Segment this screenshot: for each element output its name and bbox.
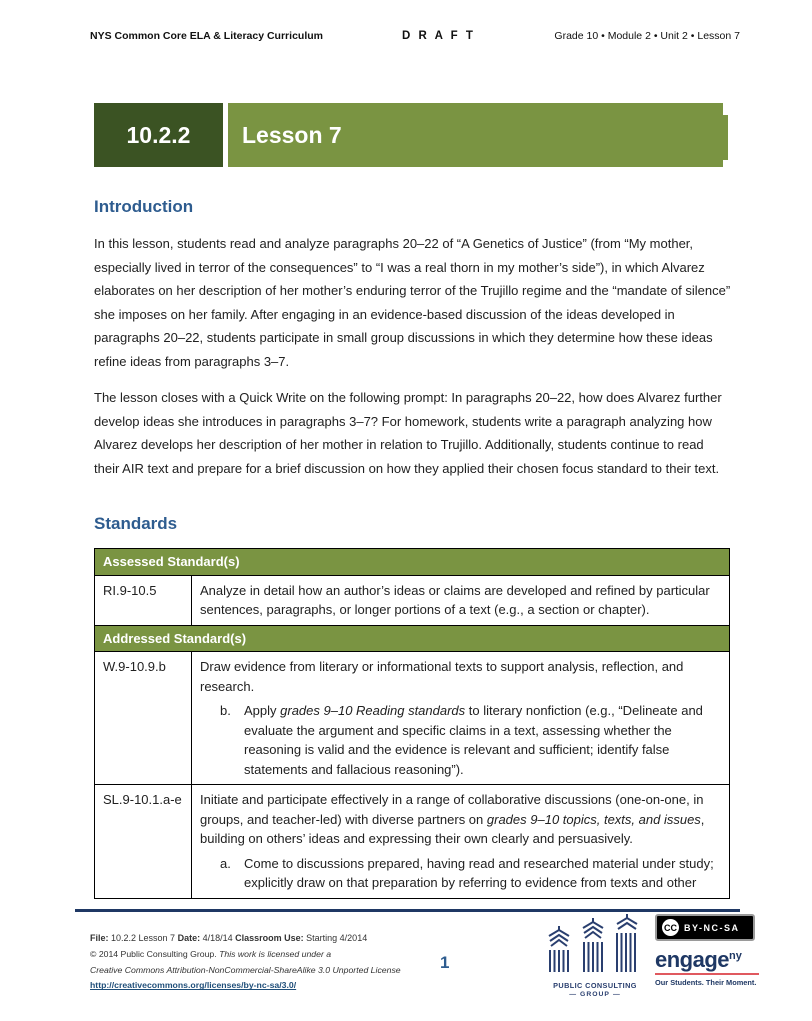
- introduction-paragraph-1: In this lesson, students read and analyze paragraphs 20–22 of “A Genetics of Justice” (from “My mother, especially lived in terror of the consequences” to “I was a real thorn in my mother’s side”), in which Alvarez elaborates on her description of her mother’s enduring terror of the Trujillo regime and the “mandate of silence” she imposes on her family. After engaging in an evidence-based discussion of the ideas developed in paragraphs 20–22, students participate in small group discussions in which they determine how these ideas refine ideas from paragraphs 3–7.: [94, 236, 731, 369]
- subitem-text: Apply grades 9–10 Reading standards to literary nonfiction (e.g., “Delineate and evaluate the argument and specific claims in a text, assessing whether the reasoning is valid and the evidence is relevant and sufficient; identify false statements and fallacious reasoning”).: [244, 703, 703, 777]
- engageny-red-rule: [655, 973, 759, 975]
- engageny-tagline: Our Students. Their Moment.: [655, 978, 757, 987]
- creative-commons-badge: [655, 914, 755, 941]
- standard-sl-subitem: [200, 854, 721, 893]
- table-row-sl: [95, 785, 730, 899]
- table-row-addressed-header: [95, 625, 730, 652]
- subitem-text: Come to discussions prepared, having read and researched material under study; explicitly draw on that preparation by referring to evidence from texts and other: [244, 855, 714, 890]
- footer-file-info: [90, 931, 430, 994]
- running-header: [90, 30, 740, 42]
- header-curriculum-title: NYS Common Core ELA & Literacy Curriculum: [90, 30, 323, 42]
- standard-text-ri: Analyze in detail how an author’s ideas or claims are developed and refined by particular sentences, paragraphs, or longer portions of a text (e.g., a section or chapter).: [192, 575, 730, 625]
- addressed-standards-header: Addressed Standard(s): [95, 625, 730, 652]
- creative-commons-link[interactable]: http://creativecommons.org/licenses/by-nc-sa/3.0/: [90, 980, 297, 991]
- footer-file-line: File: 10.2.2 Lesson 7 Date: 4/18/14 Classroom Use: Starting 4/2014: [90, 933, 368, 943]
- standard-code-ri: RI.9-10.5: [95, 575, 192, 625]
- header-lesson-locator: Grade 10 • Module 2 • Unit 2 • Lesson 7: [554, 30, 740, 42]
- page-number: 1: [440, 953, 450, 972]
- footer-logos: [545, 914, 765, 998]
- engageny-ny-superscript: ny: [729, 950, 742, 962]
- license-and-engageny: [655, 914, 765, 987]
- footer-copyright-line: © 2014 Public Consulting Group. This work is licensed under a: [90, 948, 332, 959]
- standard-text-sl: [192, 785, 730, 899]
- table-row-assessed-header: [95, 549, 730, 576]
- cc-icon: CC: [662, 919, 679, 936]
- footer-license-line: Creative Commons Attribution-NonCommercial-ShareAlike 3.0 Unported License: [90, 964, 401, 975]
- standard-text-w: [192, 652, 730, 785]
- introduction-section: [94, 197, 731, 493]
- lesson-code-box: 10.2.2: [94, 103, 223, 167]
- public-consulting-group-logo: [545, 914, 645, 998]
- standards-heading: Standards: [94, 514, 178, 533]
- standard-sl-main: Initiate and participate effectively in a range of collaborative discussions (one-on-one, in groups, and teacher-led) with diverse partners on grades 9–10 topics, texts, and issues, building on others’ ideas and expressing their own clearly and persuasively.: [200, 792, 705, 846]
- lesson-title-box: Lesson 7: [228, 103, 723, 167]
- standard-w-main: Draw evidence from literary or informational texts to support analysis, reflection, and research.: [200, 659, 684, 694]
- table-row-w: [95, 652, 730, 785]
- subitem-label: a.: [220, 855, 231, 871]
- pcg-name-text: PUBLIC CONSULTING: [553, 981, 637, 990]
- introduction-heading: Introduction: [94, 197, 194, 216]
- subitem-label: b.: [220, 703, 231, 718]
- standard-code-w: W.9-10.9.b: [95, 652, 192, 785]
- pcg-buildings-icon: [545, 914, 645, 974]
- header-draft-label: D R A F T: [402, 30, 476, 42]
- standard-code-sl: SL.9-10.1.a-e: [95, 785, 192, 899]
- standards-table: [94, 548, 730, 899]
- standard-w-subitem: [200, 701, 721, 779]
- table-row-ri: [95, 575, 730, 625]
- standards-section: [94, 514, 731, 899]
- introduction-paragraph-2: The lesson closes with a Quick Write on the following prompt: In paragraphs 20–22, how does Alvarez further develop ideas she introduces in paragraphs 3–7? For homework, students write a paragraph analyzing how Alvarez develops her description of her mother in relation to Trujillo. Additionally, students continue to read their AIR text and prepare for a brief discussion on how they applied their chosen focus standard to their text.: [94, 390, 722, 476]
- footer-divider: [75, 909, 740, 912]
- engageny-logo: engage$^{ny}$: [655, 947, 742, 972]
- cc-license-label: BY-NC-SA: [684, 922, 740, 933]
- pcg-group-text: — GROUP —: [545, 991, 645, 998]
- lesson-banner: [94, 103, 723, 167]
- assessed-standards-header: Assessed Standard(s): [95, 549, 730, 576]
